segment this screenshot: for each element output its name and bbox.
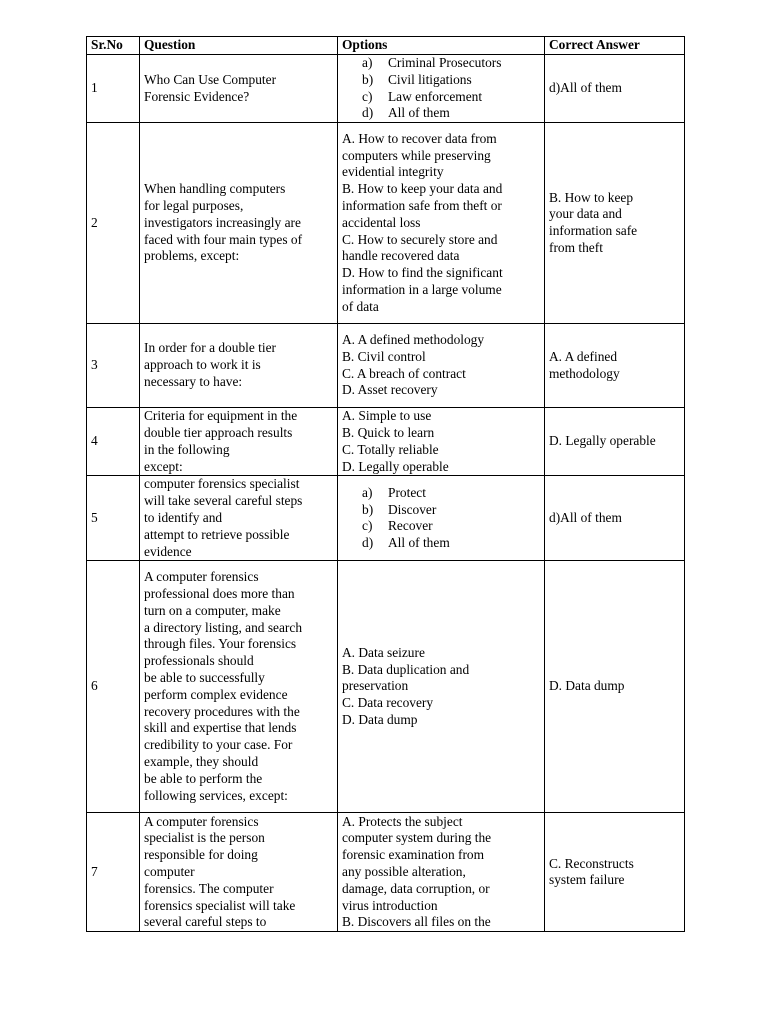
answer-line: d)All of them [549,509,622,525]
question-cell [140,561,338,813]
question-line: investigators increasingly are [144,214,301,230]
answer-cell [545,561,685,813]
answer-cell [545,476,685,561]
row-number: 2 [87,123,140,324]
option-line: C. Totally reliable [342,441,439,457]
question-line: approach to work it is [144,357,261,373]
question-line: example, they should [144,754,259,770]
question-line: When handling computers [144,181,286,197]
option-marker: c) [362,518,373,534]
option-item [362,502,540,519]
option-line: C. A breach of contract [342,365,466,381]
option-line: accidental loss [342,214,421,230]
question-line: will take several careful steps [144,493,303,509]
option-line: D. How to find the significant [342,265,503,281]
table-row [87,55,685,123]
row-number: 3 [87,324,140,408]
answer-cell [545,324,685,408]
option-text: All of them [388,105,450,121]
option-item [362,105,540,122]
question-line: credibility to your case. For [144,737,293,753]
options-list [342,55,540,122]
option-line: B. Quick to learn [342,424,435,440]
question-line: skill and expertise that lends [144,720,297,736]
question-line: forensics. The computer [144,880,274,896]
question-line: in the following [144,441,230,457]
question-line: several careful steps to [144,914,267,930]
question-line: specialist is the person [144,830,265,846]
option-text: Criminal Prosecutors [388,55,502,70]
option-marker: a) [362,484,373,500]
row-number: 4 [87,408,140,476]
option-line: A. A defined methodology [342,332,485,348]
question-cell [140,123,338,324]
options-cell [338,324,545,408]
table-row [87,476,685,561]
answer-line: methodology [549,365,620,381]
answer-line: C. Reconstructs [549,855,634,871]
question-line: for legal purposes, [144,197,244,213]
question-line: be able to successfully [144,670,265,686]
options-cell [338,476,545,561]
question-line: perform complex evidence [144,686,288,702]
header-srno: Sr.No [87,37,140,55]
question-cell [140,55,338,123]
answer-line: information safe [549,223,638,239]
question-line: A computer forensics [144,569,259,585]
option-line: D. Data dump [342,712,418,728]
question-line: faced with four main types of [144,231,303,247]
answer-line: D. Legally operable [549,433,656,449]
option-line: B. Civil control [342,348,426,364]
row-number: 1 [87,55,140,123]
option-line: any possible alteration, [342,863,466,879]
question-line: computer [144,863,195,879]
answer-line: B. How to keep [549,189,634,205]
question-line: professional does more than [144,586,295,602]
option-text: Protect [388,484,426,500]
question-cell [140,813,338,932]
option-text: Discover [388,501,437,517]
option-marker: d) [362,105,374,121]
option-text: All of them [388,535,450,551]
option-line: evidential integrity [342,164,444,180]
question-line: recovery procedures with the [144,703,300,719]
question-line: Forensic Evidence? [144,88,250,104]
question-line: a directory listing, and search [144,619,303,635]
option-item [362,485,540,502]
question-line: Criteria for equipment in the [144,408,298,424]
answer-line: your data and [549,206,622,222]
option-item [362,518,540,535]
options-cell [338,55,545,123]
question-line: forensics specialist will take [144,897,296,913]
table-row [87,813,685,932]
question-line: to identify and [144,509,223,525]
header-question: Question [140,37,338,55]
header-answer: Correct Answer [545,37,685,55]
option-line: handle recovered data [342,248,460,264]
options-cell [338,123,545,324]
option-line: forensic examination from [342,847,485,863]
options-cell [338,408,545,476]
option-line: A. Protects the subject [342,813,463,829]
option-line: C. Data recovery [342,695,434,711]
question-line: evidence [144,543,192,559]
question-line: double tier approach results [144,424,293,440]
option-marker: b) [362,501,374,517]
option-line: A. Data seizure [342,644,425,660]
option-item [362,72,540,89]
option-line: D. Legally operable [342,458,449,474]
options-cell [338,813,545,932]
option-line: A. How to recover data from [342,130,497,146]
option-item [362,535,540,552]
option-marker: d) [362,535,374,551]
option-line: of data [342,298,379,314]
question-line: following services, except: [144,787,288,803]
option-line: B. Data duplication and [342,661,470,677]
header-options: Options [338,37,545,55]
option-line: damage, data corruption, or [342,880,490,896]
question-line: necessary to have: [144,374,243,390]
answer-line: system failure [549,872,625,888]
option-line: information safe from theft or [342,197,502,213]
option-text: Law enforcement [388,88,483,104]
row-number: 5 [87,476,140,561]
answer-line: A. A defined [549,348,618,364]
option-line: computers while preserving [342,147,491,163]
table-row [87,123,685,324]
answer-line: d)All of them [549,80,622,96]
option-line: virus introduction [342,897,438,913]
question-cell [140,324,338,408]
option-line: B. Discovers all files on the [342,914,491,930]
question-line: problems, except: [144,248,240,264]
question-line: In order for a double tier [144,340,276,356]
option-line: B. How to keep your data and [342,181,503,197]
answer-line: D. Data dump [549,678,625,694]
answer-cell [545,813,685,932]
question-line: through files. Your forensics [144,636,297,652]
option-line: preservation [342,678,409,694]
answer-line: from theft [549,239,603,255]
question-line: attempt to retrieve possible [144,526,290,542]
option-line: D. Asset recovery [342,382,438,398]
row-number: 6 [87,561,140,813]
question-line: computer forensics specialist [144,476,300,492]
option-line: information in a large volume [342,281,502,297]
question-line: be able to perform the [144,770,263,786]
quiz-table [86,36,685,932]
option-marker: b) [362,71,374,87]
answer-cell [545,55,685,123]
option-line: A. Simple to use [342,408,432,424]
question-cell [140,476,338,561]
options-list [342,485,540,552]
option-line: computer system during the [342,830,492,846]
option-line: C. How to securely store and [342,231,498,247]
question-line: turn on a computer, make [144,602,281,618]
row-number: 7 [87,813,140,932]
question-line: A computer forensics [144,813,259,829]
question-line: except: [144,458,183,474]
answer-cell [545,123,685,324]
question-cell [140,408,338,476]
option-item [362,89,540,106]
option-marker: c) [362,88,373,104]
question-line: responsible for doing [144,847,258,863]
table-row [87,408,685,476]
question-line: professionals should [144,653,254,669]
option-text: Civil litigations [388,71,472,87]
table-row [87,324,685,408]
options-cell [338,561,545,813]
question-line: Who Can Use Computer [144,71,277,87]
option-text: Recover [388,518,433,534]
header-row [87,37,685,55]
option-marker: a) [362,55,373,70]
table-row [87,561,685,813]
answer-cell [545,408,685,476]
option-item [362,55,540,72]
